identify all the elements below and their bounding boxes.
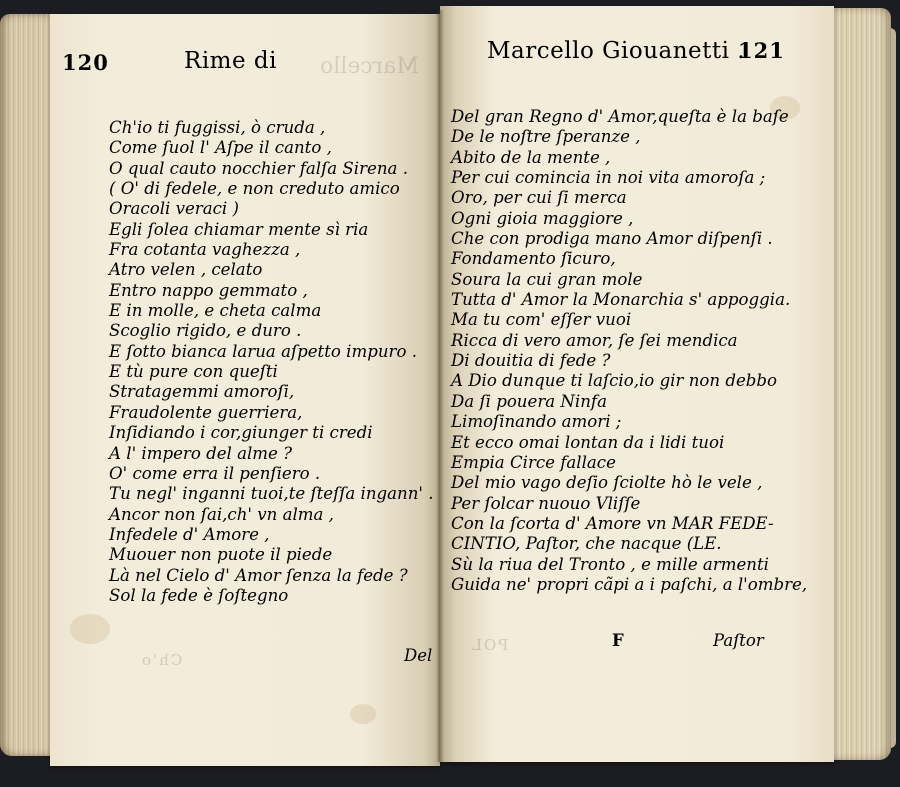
show-through-text: Marcello	[320, 54, 419, 79]
page-number-left: 120	[62, 50, 109, 75]
verse-line: Scoglio rigido, e duro .	[109, 321, 302, 341]
verse-line: Limoſinando amori ;	[451, 412, 622, 432]
verse-line: Tutta d' Amor la Monarchia s' appoggia.	[451, 290, 791, 310]
verse-line: Del mio vago deſio ſciolte hò le vele ,	[451, 473, 763, 493]
verse-line: Oro, per cui ſi merca	[451, 188, 627, 208]
verse-line: Abito de la mente ,	[451, 147, 611, 167]
verse-line: Entro nappo gemmato ,	[109, 280, 308, 300]
verse-line: E in molle, e cheta calma	[109, 301, 322, 321]
verse-line: Come ſuol l' Aſpe il canto ,	[109, 138, 332, 158]
verse-line: E tù pure con queſti	[109, 362, 278, 382]
verse-line: Fondamento ſicuro,	[451, 249, 616, 269]
verse-line: Da ſi pouera Ninfa	[451, 391, 607, 411]
verse-line: Sol la fede è ſoſtegno	[109, 585, 289, 605]
verse-line: De le noſtre ſperanze ,	[451, 127, 641, 147]
verse-line: Fraudolente guerriera,	[109, 402, 303, 422]
verse-line: Muouer non puote il piede	[109, 545, 333, 565]
catchword-left: Del	[404, 646, 433, 665]
catchword-right: Paſtor	[713, 631, 764, 650]
running-head-left: Rime di	[184, 48, 277, 74]
verse-line: Per cui comincia in noi vita amoroſa ;	[451, 168, 766, 188]
verse-line: Ch'io ti fuggissi, ò cruda ,	[109, 118, 326, 137]
verse-line: Ogni gioia maggiore ,	[451, 208, 634, 228]
verse-line: Atro velen , celato	[109, 260, 263, 280]
left-page-edges	[0, 14, 52, 756]
verses-left	[109, 118, 434, 606]
bleed-through-stamp-right: POL	[470, 636, 509, 654]
verses-right	[451, 107, 807, 595]
right-page-edges	[833, 8, 891, 760]
verse-line: CINTIO, Paſtor, che nacque (LE.	[451, 534, 722, 554]
verse-line: Ma tu com' eſſer vuoi	[451, 310, 632, 330]
verse-line: E ſotto bianca larua aſpetto impuro .	[109, 341, 417, 361]
verse-line: Per ſolcar nuouo Vliſſe	[451, 493, 641, 513]
verse-line: Fra cotanta vaghezza ,	[109, 240, 301, 260]
verse-line: Ricca di vero amor, ſe ſei mendica	[451, 330, 738, 350]
verse-line: Infedele d' Amore ,	[109, 524, 270, 544]
verse-line: A Dio dunque ti laſcio,io gir non debbo	[451, 371, 778, 391]
verse-line: ( O' di fedele, e non creduto amico	[109, 179, 400, 199]
verse-line: Là nel Cielo d' Amor ſenza la fede ?	[109, 565, 408, 585]
verse-line: Guida ne' propri cãpi a i paſchi, a l'ombre,	[451, 574, 808, 594]
verse-line: O' come erra il penſiero .	[109, 463, 321, 483]
page-number-right: 121	[738, 38, 785, 63]
verse-line: Stratagemmi amoroſi,	[109, 382, 295, 402]
signature-mark: F	[612, 631, 624, 650]
verse-line: A l' impero del alme ?	[109, 443, 293, 463]
verse-line: Sù la riua del Tronto , e mille armenti	[451, 554, 769, 574]
verse-line: Del gran Regno d' Amor,queſta è la baſe	[451, 107, 789, 126]
verse-line: Empia Circe fallace	[451, 452, 616, 472]
verse-line: Oracoli veraci )	[109, 199, 239, 219]
verse-line: Et ecco omai lontan da i lidi tuoi	[451, 432, 725, 452]
verse-line: Tu negl' inganni tuoi,te ſteſſa ingann' .	[109, 484, 434, 504]
verse-line: Di douitia di fede ?	[451, 351, 611, 371]
verse-line: Soura la cui gran mole	[451, 269, 643, 289]
book-gutter	[436, 10, 444, 762]
verse-line: Inſidiando i cor,giunger ti credi	[109, 423, 373, 443]
bleed-through-stamp-left: Ch'o	[140, 651, 183, 669]
verse-line: Con la ſcorta d' Amore vn MAR FEDE-	[451, 513, 774, 533]
verse-line: O qual cauto nocchier falſa Sirena .	[109, 158, 408, 178]
running-head-right: Marcello Giouanetti .	[487, 38, 746, 64]
verse-line: Che con prodiga mano Amor diſpenſi .	[451, 229, 773, 249]
verse-line: Egli ſolea chiamar mente sì ria	[109, 219, 369, 239]
verse-line: Ancor non ſai,ch' vn alma ,	[109, 504, 334, 524]
